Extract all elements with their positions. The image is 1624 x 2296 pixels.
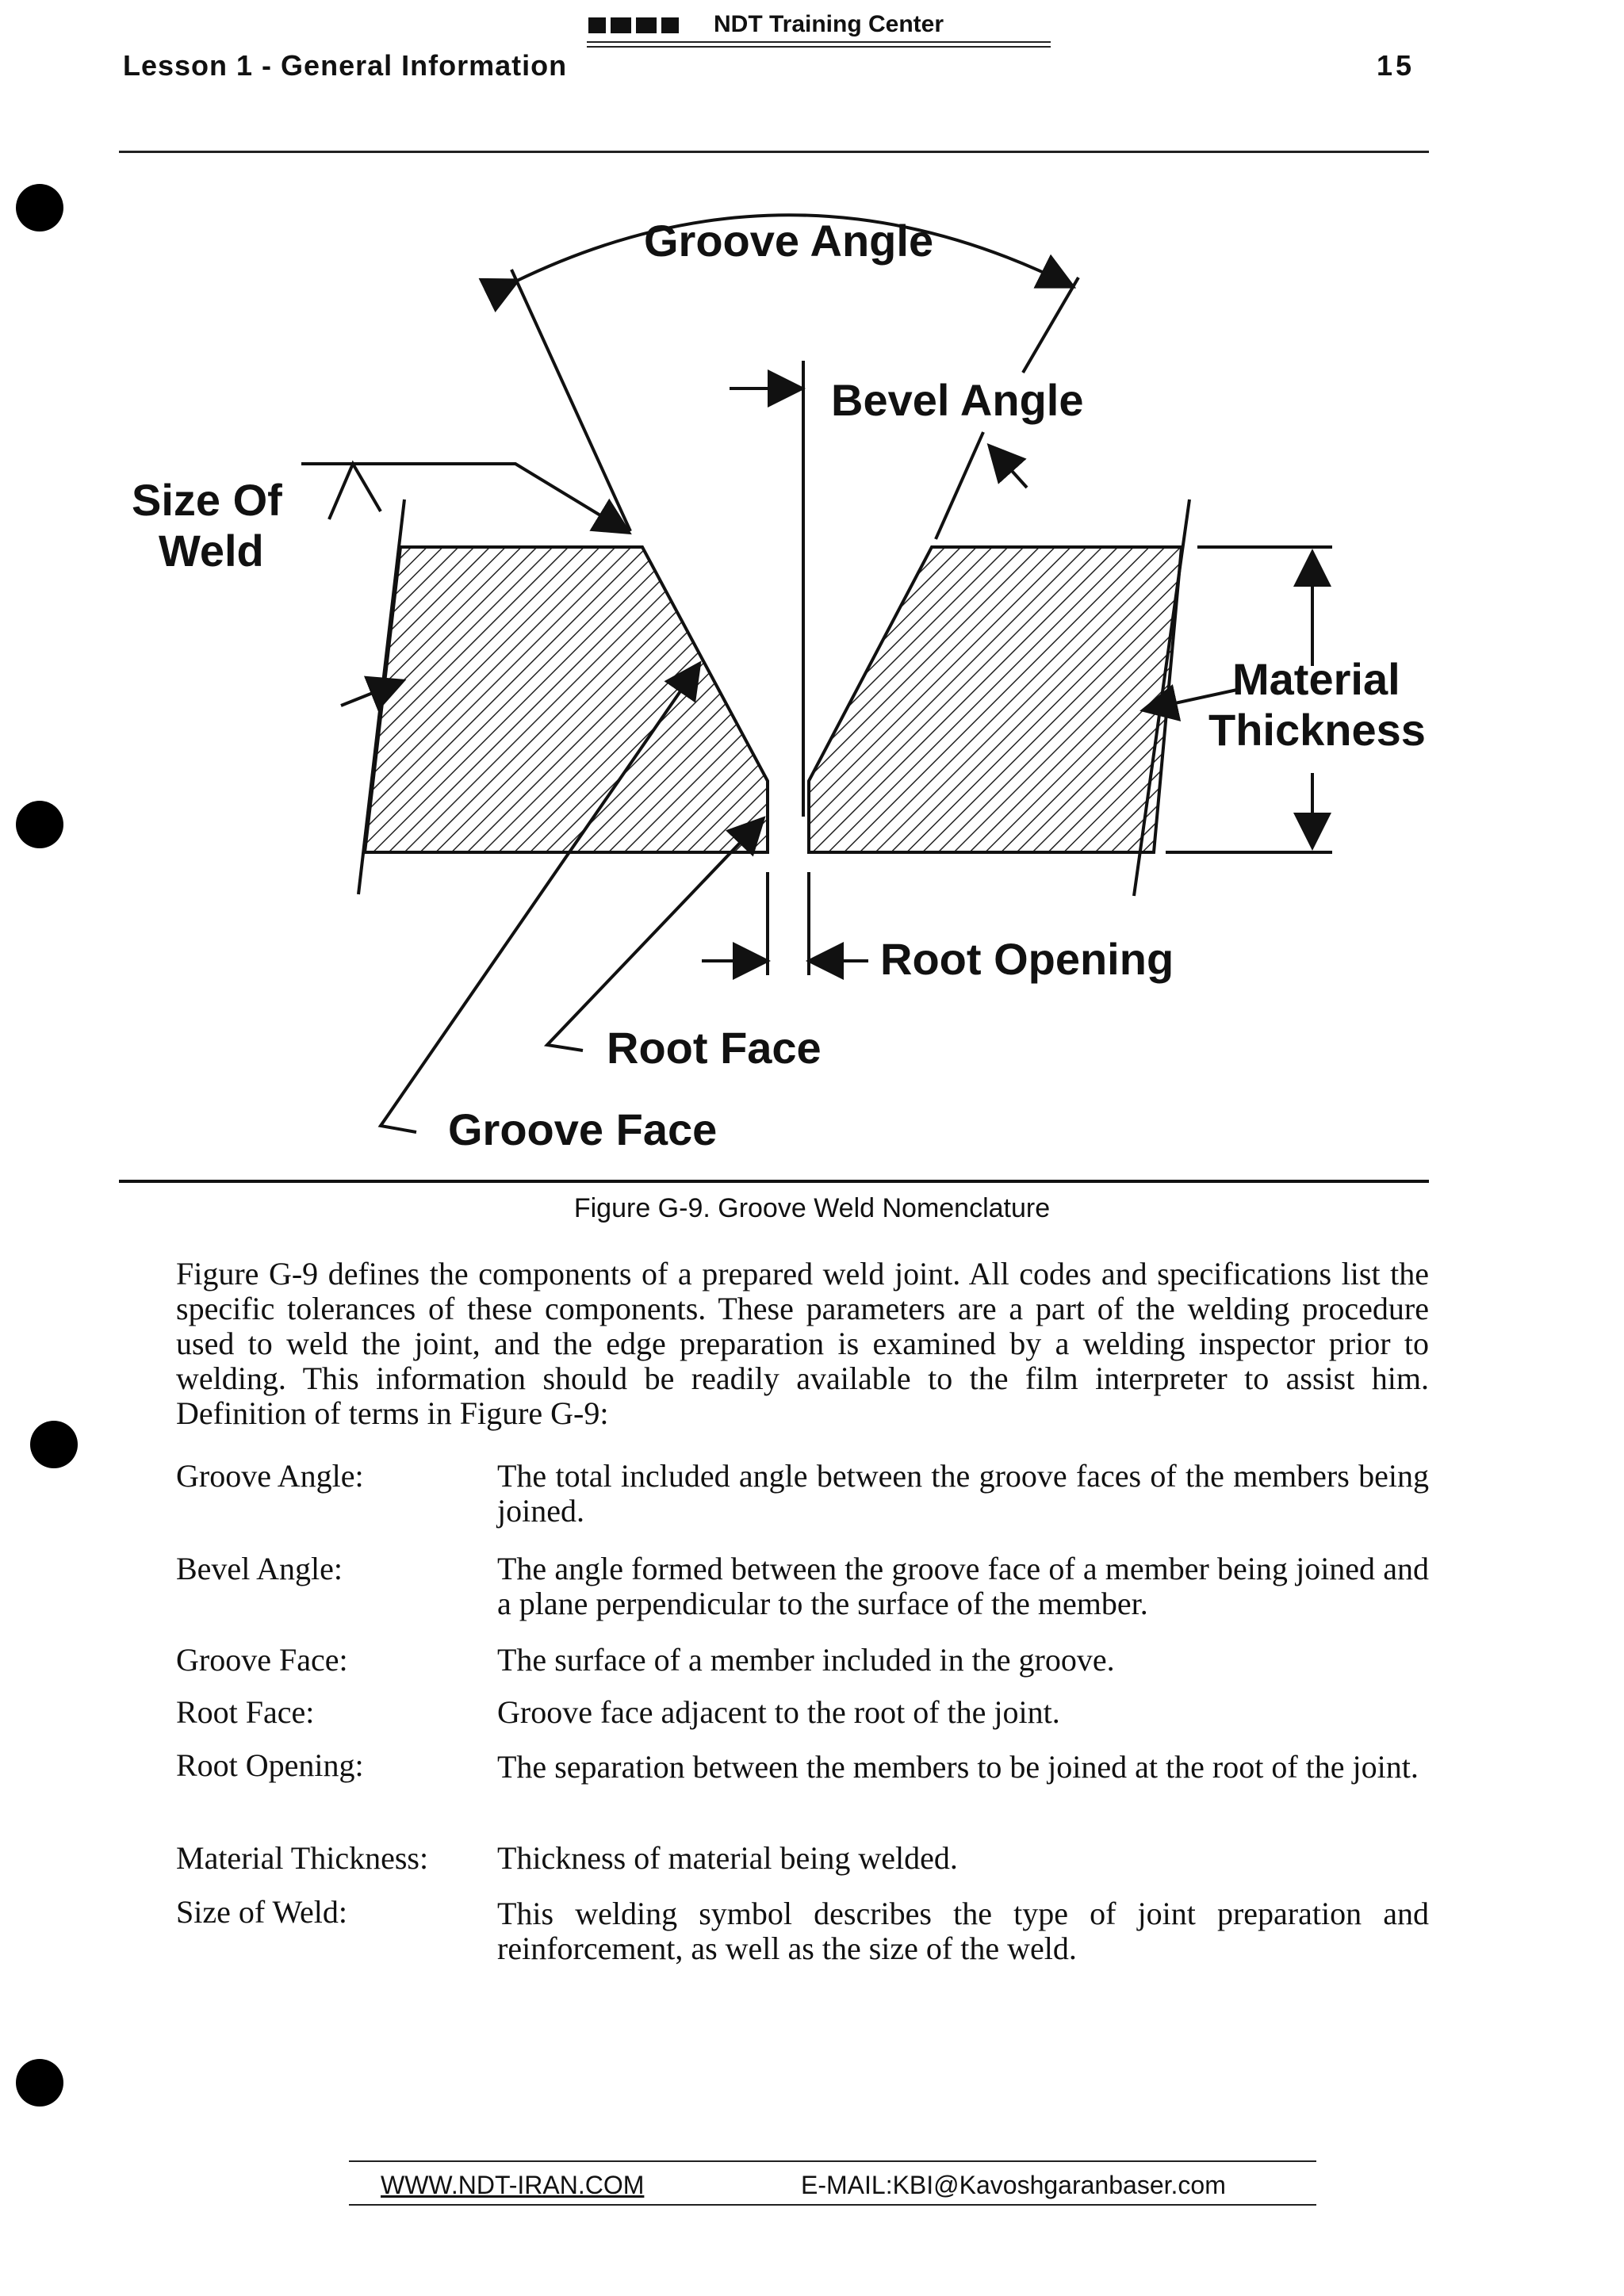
right-plate	[809, 547, 1182, 852]
intro-paragraph: Figure G-9 defines the components of a prepared weld joint. All codes and specifications list the specific tolerances of these components. These parameters are a part of the welding procedure used to weld the joint, and the edge preparation is examined by a welding inspector prior to welding. This information should be readily available to the film interpreter to assist him. Definition of terms in Figure G-9:	[176, 1256, 1429, 1431]
root-opening-label: Root Opening	[880, 934, 1174, 984]
definition-text: The angle formed between the groove face of a member being joined and a plane perpendicular to the surface of the member.	[497, 1551, 1429, 1621]
definition-term: Groove Face:	[176, 1642, 348, 1678]
footer-website-link[interactable]: WWW.NDT-IRAN.COM	[381, 2171, 645, 2199]
left-plate	[365, 547, 768, 852]
groove-face-label: Groove Face	[448, 1104, 718, 1154]
header-center-title: NDT Training Center	[714, 11, 944, 37]
definition-term: Root Opening:	[176, 1747, 364, 1783]
definition-text: This welding symbol describes the type of joint preparation and reinforcement, as well as the size of the weld.	[497, 1896, 1429, 1966]
footer-rule	[349, 2204, 1316, 2206]
groove-angle-label: Groove Angle	[644, 216, 934, 266]
root-face-label: Root Face	[607, 1023, 822, 1073]
footer-email: E-MAIL:KBI@Kavoshgaranbaser.com	[801, 2171, 1226, 2199]
material-thickness-label-line2: Thickness	[1208, 705, 1426, 755]
definition-term: Bevel Angle:	[176, 1551, 343, 1586]
punch-hole	[30, 1421, 78, 1468]
definition-term: Groove Angle:	[176, 1458, 364, 1494]
figure-caption: Figure G-9. Groove Weld Nomenclature	[573, 1193, 1051, 1223]
size-of-weld-label-line2: Weld	[159, 526, 264, 576]
page-number: 15	[1377, 49, 1415, 82]
definition-text: Groove face adjacent to the root of the joint.	[497, 1694, 1060, 1730]
lesson-title: Lesson 1 - General Information	[123, 49, 568, 82]
definition-text: The surface of a member included in the groove.	[497, 1642, 1115, 1678]
material-thickness-label-line1: Material	[1232, 654, 1400, 704]
definition-term: Material Thickness:	[176, 1840, 429, 1876]
definition-text: The total included angle between the groove faces of the members being joined.	[497, 1458, 1429, 1529]
bevel-angle-label: Bevel Angle	[831, 375, 1084, 425]
definition-term: Root Face:	[176, 1694, 315, 1730]
definition-text: Thickness of material being welded.	[497, 1840, 958, 1876]
definition-term: Size of Weld:	[176, 1894, 347, 1930]
footer-rule	[349, 2160, 1316, 2162]
size-of-weld-label-line1: Size Of	[132, 475, 282, 525]
definition-text: The separation between the members to be joined at the root of the joint.	[497, 1749, 1419, 1785]
punch-hole	[16, 2059, 63, 2107]
